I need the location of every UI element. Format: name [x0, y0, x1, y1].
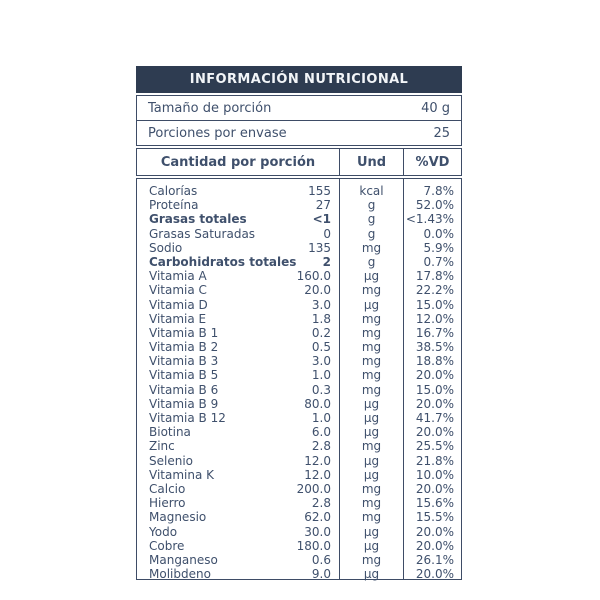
nutrient-name: Hierro: [149, 496, 186, 511]
nutrient-dv: 41.7%: [415, 411, 454, 425]
nutrient-row: [149, 298, 331, 312]
nutrient-name: Carbohidratos totales: [149, 254, 297, 269]
nutrient-name: Vitamia B 1: [149, 325, 219, 340]
nutrient-dv: 20.0%: [415, 481, 454, 496]
nutrient-unit: mg: [361, 496, 382, 511]
nutrient-row: [149, 312, 331, 326]
nutrient-unit: µg: [363, 269, 380, 284]
nutrient-value: 200.0: [296, 481, 331, 496]
nutrient-value: 9.0: [311, 567, 331, 582]
nutrient-row: [149, 269, 331, 283]
nutrient-value: 135: [308, 240, 331, 255]
nutrient-unit-column: [339, 179, 403, 582]
nutrient-row: [149, 184, 331, 198]
serving-info-box: [136, 95, 462, 146]
nutrient-dv: 18.8%: [415, 354, 454, 369]
serving-size-value: 40 g: [421, 100, 450, 116]
nutrient-name: Biotina: [149, 425, 191, 440]
nutrient-name: Magnesio: [149, 510, 207, 525]
nutrition-facts-label: [136, 66, 462, 580]
nutrient-value: 6.0: [311, 425, 331, 440]
nutrient-name: Sodio: [149, 240, 183, 255]
nutrient-value: 180.0: [296, 538, 331, 553]
nutrient-value: 160.0: [296, 269, 331, 284]
nutrient-row: [149, 340, 331, 354]
nutrient-dv: 0.0%: [423, 226, 454, 241]
nutrient-row: [149, 510, 331, 524]
nutrient-unit: g: [367, 198, 376, 213]
nutrient-unit: µg: [363, 538, 380, 553]
nutrient-name: Vitamia B 2: [149, 340, 219, 355]
nutrient-name: Calcio: [149, 481, 186, 496]
nutrient-unit: mg: [361, 325, 382, 340]
nutrient-name: Yodo: [149, 524, 178, 539]
nutrient-name: Vitamia B 3: [149, 354, 219, 369]
nutrient-name: Calorías: [149, 184, 198, 198]
nutrient-dv: 25.5%: [415, 439, 454, 454]
nutrient-dv: 7.8%: [423, 184, 454, 198]
nutrient-row: [149, 553, 331, 567]
nutrient-unit: µg: [363, 297, 380, 312]
nutrient-name: Grasas Saturadas: [149, 226, 256, 241]
nutrient-dv: <1.43%: [405, 212, 454, 227]
nutrient-unit: µg: [363, 524, 380, 539]
nutrient-unit: mg: [361, 240, 382, 255]
nutrient-value: 12.0: [304, 467, 331, 482]
nutrient-row: [149, 539, 331, 553]
nutrient-value: 155: [308, 184, 331, 198]
nutrient-unit: µg: [363, 453, 380, 468]
nutrient-value: <1: [312, 212, 331, 227]
nutrient-row: [149, 397, 331, 411]
nutrient-row: [149, 439, 331, 453]
nutrient-value: 20.0: [304, 283, 331, 298]
nutrient-dv: 26.1%: [415, 552, 454, 567]
nutrient-dv: 20.0%: [415, 368, 454, 383]
nutrient-row: [149, 383, 331, 397]
nutrient-name-value-column: [137, 179, 339, 582]
nutrient-value: 2.8: [311, 439, 331, 454]
column-header-row: [136, 148, 462, 176]
nutrient-name: Zinc: [149, 439, 175, 454]
nutrient-dv-column: [403, 179, 461, 582]
nutrient-row: [149, 454, 331, 468]
nutrient-unit: g: [367, 226, 376, 241]
nutrient-row: [149, 227, 331, 241]
nutrient-unit: mg: [361, 382, 382, 397]
nutrient-dv: 20.0%: [415, 567, 454, 582]
nutrient-value: 3.0: [311, 297, 331, 312]
nutrient-value: 0: [323, 226, 331, 241]
nutrient-dv: 0.7%: [423, 254, 454, 269]
nutrient-unit: µg: [363, 567, 380, 582]
nutrient-unit: mg: [361, 552, 382, 567]
nutrient-name: Vitamia C: [149, 283, 207, 298]
nutrient-name: Manganeso: [149, 552, 218, 567]
nutrient-name: Molibdeno: [149, 567, 211, 582]
nutrient-dv: 20.0%: [415, 538, 454, 553]
servings-per-container-value: 25: [433, 125, 450, 141]
nutrient-value: 3.0: [311, 354, 331, 369]
nutrient-row: [149, 283, 331, 297]
nutrient-row: [149, 525, 331, 539]
nutrient-name: Cobre: [149, 538, 185, 553]
nutrient-value: 12.0: [304, 453, 331, 468]
nutrient-value: 0.3: [311, 382, 331, 397]
nutrient-name: Grasas totales: [149, 212, 247, 227]
nutrient-dv: 15.0%: [415, 297, 454, 312]
nutrient-name: Selenio: [149, 453, 193, 468]
nutrient-name: Vitamia B 9: [149, 396, 219, 411]
nutrient-value: 0.6: [311, 552, 331, 567]
nutrient-unit: mg: [361, 439, 382, 454]
nutrient-row: [149, 411, 331, 425]
nutrient-value: 62.0: [304, 510, 331, 525]
nutrient-dv: 16.7%: [415, 325, 454, 340]
nutrient-dv: 21.8%: [415, 453, 454, 468]
nutrient-row: [149, 482, 331, 496]
nutrient-unit: mg: [361, 340, 382, 355]
nutrient-table-body: [136, 178, 462, 580]
nutrient-value: 27: [315, 198, 331, 213]
nutrient-name: Proteína: [149, 198, 199, 213]
nutrient-name: Vitamia D: [149, 297, 208, 312]
nutrient-unit: µg: [363, 411, 380, 425]
nutrient-unit: mg: [361, 283, 382, 298]
label-title-bar: [136, 66, 462, 93]
nutrient-dv: 5.9%: [423, 240, 454, 255]
column-header-unit: Und: [339, 149, 403, 175]
nutrient-dv: 15.5%: [415, 510, 454, 525]
nutrient-unit: µg: [363, 425, 380, 440]
label-title: INFORMACIÓN NUTRICIONAL: [189, 72, 409, 87]
nutrient-value: 30.0: [304, 524, 331, 539]
nutrient-value: 2.8: [311, 496, 331, 511]
nutrient-unit: mg: [361, 368, 382, 383]
nutrient-value: 0.2: [311, 325, 331, 340]
nutrient-value: 1.0: [311, 411, 331, 425]
nutrient-name: Vitamia B 6: [149, 382, 219, 397]
nutrient-dv: 12.0%: [415, 311, 454, 326]
nutrient-name: Vitamia E: [149, 311, 207, 326]
nutrient-row: [149, 567, 331, 581]
nutrient-row: [149, 255, 331, 269]
nutrient-dv: 15.0%: [415, 382, 454, 397]
nutrient-row: [149, 241, 331, 255]
nutrient-row: [149, 368, 331, 382]
nutrient-value: 0.5: [311, 340, 331, 355]
column-header-dv: %VD: [403, 149, 461, 175]
nutrient-unit: mg: [361, 311, 382, 326]
nutrient-dv: 20.0%: [415, 524, 454, 539]
nutrient-name: Vitamina K: [149, 467, 215, 482]
nutrient-unit: g: [367, 254, 376, 269]
servings-per-container-label: Porciones por envase: [148, 125, 287, 141]
nutrient-name: Vitamia B 5: [149, 368, 219, 383]
nutrient-unit: mg: [361, 510, 382, 525]
nutrient-unit: kcal: [359, 184, 384, 198]
nutrient-name: Vitamia B 12: [149, 411, 226, 425]
nutrient-row: [149, 198, 331, 212]
nutrient-dv: 22.2%: [415, 283, 454, 298]
nutrient-dv: 15.6%: [415, 496, 454, 511]
servings-per-container-row: [137, 120, 461, 145]
nutrient-dv: 20.0%: [415, 396, 454, 411]
nutrient-row: [149, 354, 331, 368]
serving-size-label: Tamaño de porción: [148, 100, 272, 116]
nutrient-value: 2: [322, 254, 331, 269]
nutrient-unit: mg: [361, 354, 382, 369]
nutrient-unit: mg: [361, 481, 382, 496]
nutrient-row: [149, 496, 331, 510]
nutrient-dv: 10.0%: [415, 467, 454, 482]
nutrient-dv: 52.0%: [415, 198, 454, 213]
nutrient-row: [149, 468, 331, 482]
nutrient-value: 1.8: [311, 311, 331, 326]
nutrient-dv: 20.0%: [415, 425, 454, 440]
nutrient-unit: g: [367, 212, 376, 227]
nutrient-unit: µg: [363, 396, 380, 411]
nutrient-unit: µg: [363, 467, 380, 482]
nutrient-value: 1.0: [311, 368, 331, 383]
nutrient-row: [149, 326, 331, 340]
nutrient-row: [149, 212, 331, 226]
serving-size-row: [137, 96, 461, 120]
nutrient-name: Vitamia A: [149, 269, 207, 284]
nutrient-row: [149, 425, 331, 439]
nutrient-dv: 17.8%: [415, 269, 454, 284]
nutrient-dv: 38.5%: [415, 340, 454, 355]
nutrient-value: 80.0: [304, 396, 331, 411]
column-header-amount: Cantidad por porción: [160, 154, 316, 170]
